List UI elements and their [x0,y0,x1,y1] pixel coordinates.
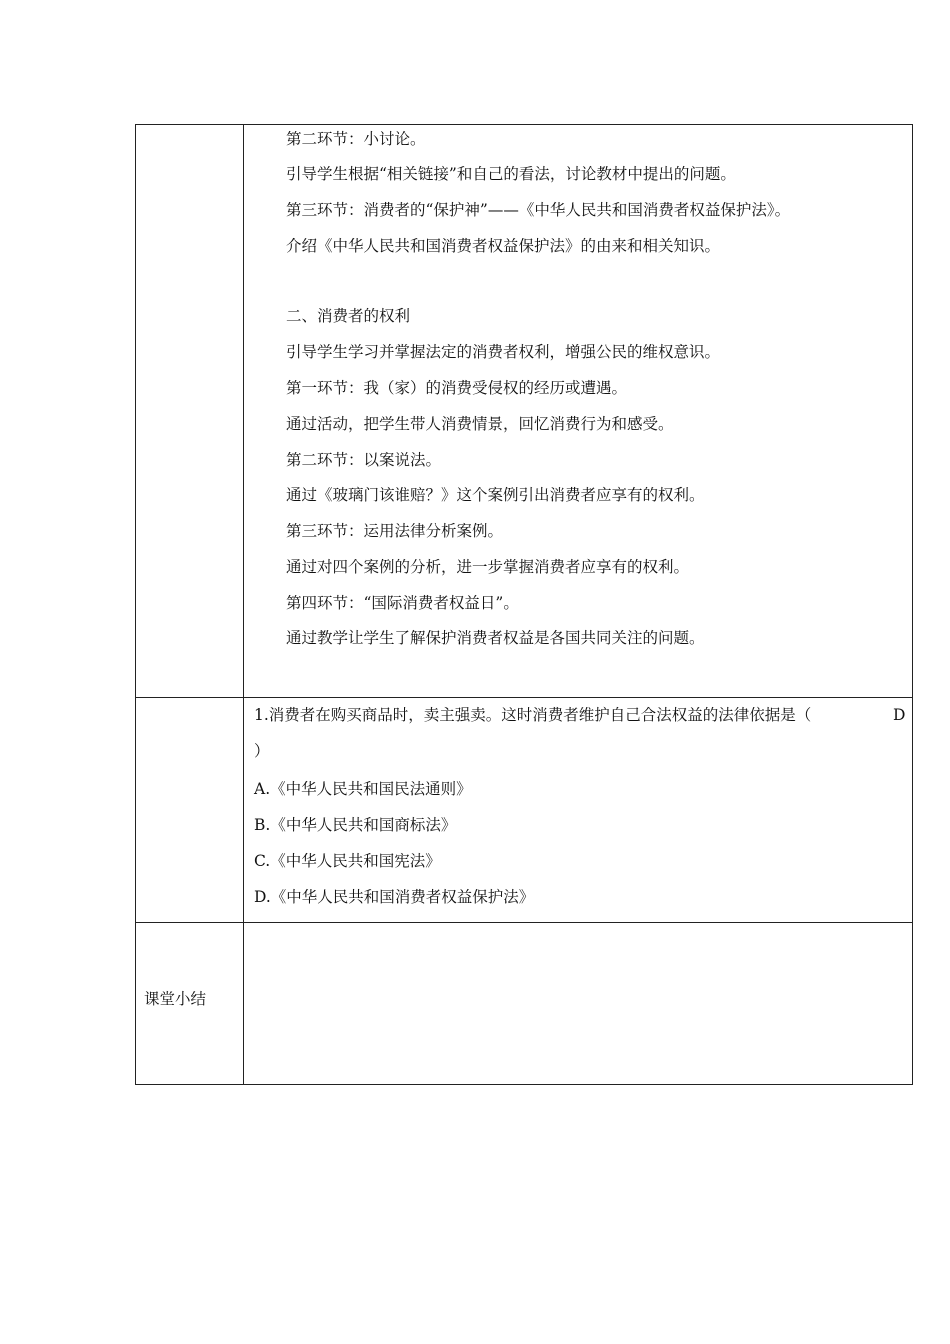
option-b: B.《中华人民共和国商标法》 [254,816,457,834]
exercise-question-close: ） [254,742,270,760]
row1-line-11: 第三环节：运用法律分析案例。 [286,522,504,540]
option-a: A.《中华人民共和国民法通则》 [254,780,472,798]
row1-line-1: 第二环节：小讨论。 [286,130,426,148]
row1-line-3: 第三环节：消费者的“保护神”——《中华人民共和国消费者权益保护法》。 [286,201,791,219]
exercise-answer: D [893,706,906,724]
option-c: C.《中华人民共和国宪法》 [254,852,441,870]
column-divider [243,125,244,1084]
row1-section-heading: 二、消费者的权利 [286,307,411,325]
class-summary-label: 课堂小结 [144,990,207,1008]
row1-line-4: 介绍《中华人民共和国消费者权益保护法》的由来和相关知识。 [286,237,721,255]
exercise-question: 1.消费者在购买商品时，卖主强卖。这时消费者维护自己合法权益的法律依据是（ [254,706,812,724]
row-divider-2 [136,922,912,923]
lesson-table [135,124,913,1085]
row1-line-12: 通过对四个案例的分析，进一步掌握消费者应享有的权利。 [286,558,690,576]
row-divider-1 [136,697,912,698]
row1-line-10: 通过《玻璃门该谁赔？》这个案例引出消费者应享有的权利。 [286,486,705,504]
row1-line-7: 第一环节：我（家）的消费受侵权的经历或遭遇。 [286,379,628,397]
row1-line-14: 通过教学让学生了解保护消费者权益是各国共同关注的问题。 [286,629,705,647]
row1-line-9: 第二环节：以案说法。 [286,451,442,469]
row1-line-8: 通过活动，把学生带人消费情景，回忆消费行为和感受。 [286,415,674,433]
option-d: D.《中华人民共和国消费者权益保护法》 [254,888,535,906]
row1-line-13: 第四环节：“国际消费者权益日”。 [286,594,519,612]
row1-line-2: 引导学生根据“相关链接”和自己的看法，讨论教材中提出的问题。 [286,165,736,183]
row1-line-6: 引导学生学习并掌握法定的消费者权利，增强公民的维权意识。 [286,343,721,361]
